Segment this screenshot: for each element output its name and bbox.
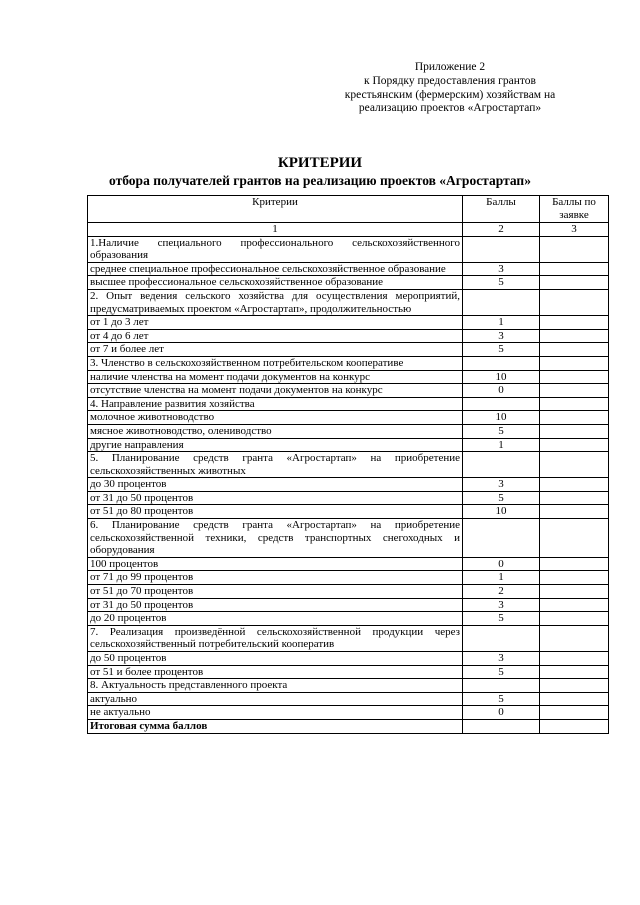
- score-cell: 10: [463, 505, 540, 519]
- score-cell: 5: [463, 612, 540, 626]
- table-row: [88, 343, 609, 357]
- application-score-cell: [540, 356, 609, 370]
- score-cell: 0: [463, 557, 540, 571]
- score-cell: [463, 356, 540, 370]
- criterion-text: 100 процентов: [88, 557, 463, 571]
- application-score-cell: [540, 625, 609, 651]
- application-score-cell: [540, 692, 609, 706]
- application-score-cell: [540, 276, 609, 290]
- table-row: [88, 236, 609, 262]
- criterion-text: 1.Наличие специального профессионального сельскохозяйственного образования: [88, 236, 463, 262]
- criterion-text: от 51 до 70 процентов: [88, 585, 463, 599]
- application-score-cell: [540, 679, 609, 693]
- criterion-text: высшее профессиональное сельскохозяйственное образование: [88, 276, 463, 290]
- table-row: [88, 557, 609, 571]
- score-cell: [463, 452, 540, 478]
- table-row: [88, 692, 609, 706]
- criterion-text: среднее специальное профессиональное сельскохозяйственное образование: [88, 262, 463, 276]
- table-row: [88, 585, 609, 599]
- criterion-text: от 31 до 50 процентов: [88, 491, 463, 505]
- score-cell: 5: [463, 665, 540, 679]
- table-row: [88, 289, 609, 315]
- document-title: КРИТЕРИИ: [277, 155, 363, 171]
- appendix-line-1: Приложение 2: [414, 61, 486, 73]
- criterion-text: наличие членства на момент подачи документов на конкурс: [88, 370, 463, 384]
- score-cell: 5: [463, 276, 540, 290]
- criterion-text: от 4 до 6 лет: [88, 329, 463, 343]
- application-score-cell: [540, 316, 609, 330]
- column-index-2: 2: [463, 223, 540, 237]
- criterion-text: Итоговая сумма баллов: [88, 719, 463, 733]
- criterion-text: 3. Членство в сельскохозяйственном потребительском кооперативе: [88, 356, 463, 370]
- criterion-text: от 51 до 80 процентов: [88, 505, 463, 519]
- score-cell: 3: [463, 598, 540, 612]
- criterion-text: до 50 процентов: [88, 652, 463, 666]
- application-score-cell: [540, 519, 609, 558]
- application-score-cell: [540, 236, 609, 262]
- criteria-table: [87, 195, 609, 734]
- header-criteria: Критерии: [88, 196, 463, 223]
- appendix-header: [300, 61, 600, 116]
- score-cell: [463, 289, 540, 315]
- table-row: [88, 384, 609, 398]
- table-row: [88, 665, 609, 679]
- table-row: [88, 571, 609, 585]
- score-cell: 10: [463, 370, 540, 384]
- application-score-cell: [540, 329, 609, 343]
- table-row: [88, 438, 609, 452]
- table-row: [88, 276, 609, 290]
- criterion-text: 8. Актуальность представленного проекта: [88, 679, 463, 693]
- table-row: [88, 329, 609, 343]
- application-score-cell: [540, 343, 609, 357]
- application-score-cell: [540, 384, 609, 398]
- table-row: [88, 505, 609, 519]
- table-row: [88, 478, 609, 492]
- application-score-cell: [540, 505, 609, 519]
- criterion-text: не актуально: [88, 706, 463, 720]
- criterion-text: мясное животноводство, олениводство: [88, 424, 463, 438]
- application-score-cell: [540, 478, 609, 492]
- application-score-cell: [540, 397, 609, 411]
- application-score-cell: [540, 452, 609, 478]
- criterion-text: другие направления: [88, 438, 463, 452]
- application-score-cell: [540, 491, 609, 505]
- table-row: [88, 625, 609, 651]
- criterion-text: от 1 до 3 лет: [88, 316, 463, 330]
- table-row: [88, 519, 609, 558]
- score-cell: 5: [463, 343, 540, 357]
- application-score-cell: [540, 262, 609, 276]
- table-row: [88, 316, 609, 330]
- score-cell: [463, 719, 540, 733]
- criterion-text: 4. Направление развития хозяйства: [88, 397, 463, 411]
- application-score-cell: [540, 424, 609, 438]
- column-index-1: 1: [88, 223, 463, 237]
- table-row: [88, 719, 609, 733]
- table-header-row: [88, 196, 609, 223]
- score-cell: 0: [463, 706, 540, 720]
- score-cell: 3: [463, 262, 540, 276]
- score-cell: 0: [463, 384, 540, 398]
- score-cell: 2: [463, 585, 540, 599]
- table-row: [88, 706, 609, 720]
- criterion-text: от 51 и более процентов: [88, 665, 463, 679]
- table-row: [88, 356, 609, 370]
- application-score-cell: [540, 571, 609, 585]
- criterion-text: до 20 процентов: [88, 612, 463, 626]
- table-row: [88, 452, 609, 478]
- table-row: [88, 598, 609, 612]
- table-row: [88, 612, 609, 626]
- table-row: [88, 397, 609, 411]
- score-cell: 10: [463, 411, 540, 425]
- header-score-by-application: Баллы по заявке: [540, 196, 609, 223]
- application-score-cell: [540, 557, 609, 571]
- criterion-text: до 30 процентов: [88, 478, 463, 492]
- document-subtitle: отбора получателей грантов на реализацию проектов «Агростартап»: [109, 173, 531, 188]
- appendix-line-4: реализацию проектов «Агростартап»: [358, 102, 542, 115]
- header-score: Баллы: [463, 196, 540, 223]
- application-score-cell: [540, 652, 609, 666]
- application-score-cell: [540, 719, 609, 733]
- application-score-cell: [540, 438, 609, 452]
- score-cell: 3: [463, 652, 540, 666]
- table-row: [88, 424, 609, 438]
- criterion-text: 7. Реализация произведённой сельскохозяйственной продукции через сельскохозяйственный потребительский кооператив: [88, 625, 463, 651]
- score-cell: [463, 519, 540, 558]
- table-row: [88, 262, 609, 276]
- score-cell: [463, 679, 540, 693]
- score-cell: [463, 397, 540, 411]
- score-cell: 1: [463, 571, 540, 585]
- criterion-text: 5. Планирование средств гранта «Агростартап» на приобретение сельскохозяйственных животных: [88, 452, 463, 478]
- criterion-text: 6. Планирование средств гранта «Агростартап» на приобретение сельскохозяйственной техники, средств транспортных снегоходных и оборудования: [88, 519, 463, 558]
- score-cell: [463, 236, 540, 262]
- criterion-text: от 7 и более лет: [88, 343, 463, 357]
- score-cell: 3: [463, 329, 540, 343]
- table-row: [88, 679, 609, 693]
- table-row: [88, 411, 609, 425]
- score-cell: 5: [463, 692, 540, 706]
- score-cell: 3: [463, 478, 540, 492]
- criterion-text: от 71 до 99 процентов: [88, 571, 463, 585]
- application-score-cell: [540, 370, 609, 384]
- application-score-cell: [540, 598, 609, 612]
- criterion-text: от 31 до 50 процентов: [88, 598, 463, 612]
- score-cell: 5: [463, 424, 540, 438]
- application-score-cell: [540, 289, 609, 315]
- score-cell: 5: [463, 491, 540, 505]
- criterion-text: 2. Опыт ведения сельского хозяйства для осуществления мероприятий, предусматриваемых проектом «Агростартап», продолжительностью: [88, 289, 463, 315]
- appendix-line-2: к Порядку предоставления грантов: [364, 74, 536, 87]
- application-score-cell: [540, 612, 609, 626]
- table-row: [88, 652, 609, 666]
- table-index-row: [88, 223, 609, 237]
- table-row: [88, 370, 609, 384]
- table-row: [88, 491, 609, 505]
- column-index-3: 3: [540, 223, 609, 237]
- score-cell: [463, 625, 540, 651]
- application-score-cell: [540, 411, 609, 425]
- criterion-text: актуально: [88, 692, 463, 706]
- appendix-line-3: крестьянским (фермерским) хозяйствам на: [344, 88, 556, 101]
- score-cell: 1: [463, 316, 540, 330]
- application-score-cell: [540, 665, 609, 679]
- score-cell: 1: [463, 438, 540, 452]
- criterion-text: отсутствие членства на момент подачи документов на конкурс: [88, 384, 463, 398]
- application-score-cell: [540, 706, 609, 720]
- criterion-text: молочное животноводство: [88, 411, 463, 425]
- application-score-cell: [540, 585, 609, 599]
